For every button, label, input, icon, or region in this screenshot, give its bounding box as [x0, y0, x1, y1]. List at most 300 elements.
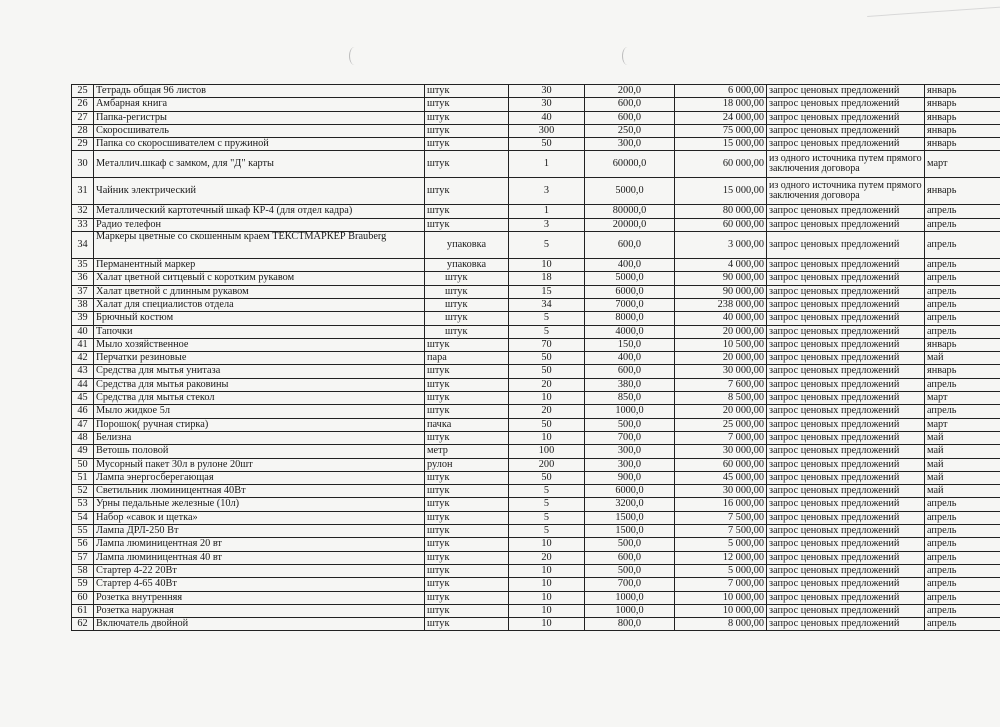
- unit-of-measure: штук: [425, 564, 509, 577]
- procurement-method: запрос ценовых предложений: [767, 564, 925, 577]
- quantity: 10: [509, 392, 585, 405]
- unit-price: 200,0: [585, 85, 675, 98]
- row-number: 47: [72, 418, 94, 431]
- quantity: 1: [509, 205, 585, 218]
- row-number: 42: [72, 352, 94, 365]
- item-name: Папка со скоросшивателем с пружиной: [94, 138, 425, 151]
- unit-of-measure: штук: [425, 378, 509, 391]
- paper-fold-mark: [866, 0, 1000, 17]
- item-name: Металлический картотечный шкаф КР-4 (для отдел кадра): [94, 205, 425, 218]
- item-name: Скоросшиватель: [94, 124, 425, 137]
- quantity: 10: [509, 591, 585, 604]
- quantity: 5: [509, 232, 585, 259]
- table-row: [72, 138, 1000, 151]
- unit-of-measure: штук: [425, 338, 509, 351]
- row-number: 44: [72, 378, 94, 391]
- item-name: Лампа люминицентная 40 вт: [94, 551, 425, 564]
- quantity: 34: [509, 298, 585, 311]
- total-amount: 80 000,00: [675, 205, 767, 218]
- planned-month: март: [925, 151, 1000, 178]
- unit-of-measure: штук: [425, 98, 509, 111]
- table-row: [72, 392, 1000, 405]
- unit-of-measure: штук: [425, 498, 509, 511]
- table-row: [72, 338, 1000, 351]
- unit-of-measure: штук: [425, 525, 509, 538]
- row-number: 37: [72, 285, 94, 298]
- procurement-method: запрос ценовых предложений: [767, 378, 925, 391]
- unit-of-measure: штук: [425, 325, 509, 338]
- total-amount: 15 000,00: [675, 138, 767, 151]
- unit-price: 7000,0: [585, 298, 675, 311]
- unit-price: 3200,0: [585, 498, 675, 511]
- unit-of-measure: штук: [425, 178, 509, 205]
- item-name: Лампа энергосберегающая: [94, 471, 425, 484]
- unit-price: 400,0: [585, 259, 675, 272]
- unit-price: 600,0: [585, 551, 675, 564]
- planned-month: апрель: [925, 538, 1000, 551]
- table-row: [72, 232, 1000, 259]
- table-row: [72, 124, 1000, 137]
- total-amount: 16 000,00: [675, 498, 767, 511]
- row-number: 29: [72, 138, 94, 151]
- procurement-method: запрос ценовых предложений: [767, 138, 925, 151]
- quantity: 40: [509, 111, 585, 124]
- procurement-method: запрос ценовых предложений: [767, 124, 925, 137]
- total-amount: 12 000,00: [675, 551, 767, 564]
- total-amount: 238 000,00: [675, 298, 767, 311]
- unit-price: 500,0: [585, 538, 675, 551]
- unit-of-measure: штук: [425, 591, 509, 604]
- total-amount: 20 000,00: [675, 352, 767, 365]
- procurement-method: запрос ценовых предложений: [767, 232, 925, 259]
- unit-price: 1500,0: [585, 525, 675, 538]
- unit-of-measure: упаковка: [425, 232, 509, 259]
- quantity: 10: [509, 564, 585, 577]
- quantity: 10: [509, 538, 585, 551]
- planned-month: январь: [925, 338, 1000, 351]
- unit-of-measure: штук: [425, 218, 509, 231]
- quantity: 10: [509, 604, 585, 617]
- item-name: Лампа люминицентная 20 вт: [94, 538, 425, 551]
- total-amount: 20 000,00: [675, 405, 767, 418]
- item-name: Включатель двойной: [94, 618, 425, 631]
- row-number: 60: [72, 591, 94, 604]
- row-number: 43: [72, 365, 94, 378]
- planned-month: апрель: [925, 578, 1000, 591]
- item-name: Порошок( ручная стирка): [94, 418, 425, 431]
- procurement-method: запрос ценовых предложений: [767, 205, 925, 218]
- unit-of-measure: штук: [425, 405, 509, 418]
- row-number: 50: [72, 458, 94, 471]
- total-amount: 3 000,00: [675, 232, 767, 259]
- quantity: 10: [509, 259, 585, 272]
- row-number: 58: [72, 564, 94, 577]
- table-row: [72, 111, 1000, 124]
- table-row: [72, 298, 1000, 311]
- total-amount: 10 000,00: [675, 591, 767, 604]
- planned-month: январь: [925, 365, 1000, 378]
- planned-month: апрель: [925, 564, 1000, 577]
- planned-month: апрель: [925, 591, 1000, 604]
- procurement-method: запрос ценовых предложений: [767, 392, 925, 405]
- table-row: [72, 458, 1000, 471]
- table-row: [72, 352, 1000, 365]
- procurement-method-text: из одного источника путем прямого заключения договора: [769, 179, 922, 202]
- unit-price: 850,0: [585, 392, 675, 405]
- item-name: Чайник электрический: [94, 178, 425, 205]
- item-name: Мусорный пакет 30л в рулоне 20шт: [94, 458, 425, 471]
- quantity: 5: [509, 511, 585, 524]
- unit-of-measure: штук: [425, 551, 509, 564]
- unit-price: 4000,0: [585, 325, 675, 338]
- planned-month: апрель: [925, 325, 1000, 338]
- punch-hole-mark: [622, 47, 633, 65]
- row-number: 30: [72, 151, 94, 178]
- planned-month: январь: [925, 124, 1000, 137]
- procurement-method: запрос ценовых предложений: [767, 405, 925, 418]
- quantity: 3: [509, 218, 585, 231]
- row-number: 56: [72, 538, 94, 551]
- quantity: 20: [509, 551, 585, 564]
- table-row: [72, 564, 1000, 577]
- procurement-table: [71, 84, 1000, 631]
- item-name: Розетка наружная: [94, 604, 425, 617]
- total-amount: 60 000,00: [675, 218, 767, 231]
- table-row: [72, 431, 1000, 444]
- procurement-method: запрос ценовых предложений: [767, 218, 925, 231]
- total-amount: 45 000,00: [675, 471, 767, 484]
- quantity: 100: [509, 445, 585, 458]
- item-name: Маркеры цветные со скошенным краем ТЕКСТМАРКЕР Brauberg: [94, 232, 425, 259]
- table-row: [72, 378, 1000, 391]
- item-name: Папка-регистры: [94, 111, 425, 124]
- procurement-method: запрос ценовых предложений: [767, 325, 925, 338]
- total-amount: 6 000,00: [675, 85, 767, 98]
- total-amount: 7 500,00: [675, 511, 767, 524]
- unit-of-measure: упаковка: [425, 259, 509, 272]
- unit-of-measure: штук: [425, 85, 509, 98]
- table-row: [72, 218, 1000, 231]
- total-amount: 90 000,00: [675, 272, 767, 285]
- quantity: 20: [509, 378, 585, 391]
- planned-month: апрель: [925, 298, 1000, 311]
- item-name: Перманентный маркер: [94, 259, 425, 272]
- row-number: 41: [72, 338, 94, 351]
- item-name: Мыло хозяйственное: [94, 338, 425, 351]
- total-amount: 30 000,00: [675, 485, 767, 498]
- table-row: [72, 525, 1000, 538]
- total-amount: 24 000,00: [675, 111, 767, 124]
- planned-month: март: [925, 392, 1000, 405]
- unit-price: 300,0: [585, 445, 675, 458]
- unit-of-measure: штук: [425, 538, 509, 551]
- total-amount: 4 000,00: [675, 259, 767, 272]
- row-number: 38: [72, 298, 94, 311]
- quantity: 5: [509, 485, 585, 498]
- procurement-method: запрос ценовых предложений: [767, 98, 925, 111]
- unit-price: 1000,0: [585, 405, 675, 418]
- unit-price: 600,0: [585, 365, 675, 378]
- planned-month: апрель: [925, 205, 1000, 218]
- unit-price: 500,0: [585, 418, 675, 431]
- unit-of-measure: штук: [425, 604, 509, 617]
- planned-month: апрель: [925, 285, 1000, 298]
- unit-price: 250,0: [585, 124, 675, 137]
- item-name: Набор «савок и щетка»: [94, 511, 425, 524]
- table-row: [72, 538, 1000, 551]
- procurement-method: запрос ценовых предложений: [767, 85, 925, 98]
- procurement-method: запрос ценовых предложений: [767, 312, 925, 325]
- table-row: [72, 591, 1000, 604]
- procurement-method: запрос ценовых предложений: [767, 365, 925, 378]
- table-row: [72, 365, 1000, 378]
- procurement-method: запрос ценовых предложений: [767, 458, 925, 471]
- quantity: 3: [509, 178, 585, 205]
- item-name: Халат цветной ситцевый с коротким рукавом: [94, 272, 425, 285]
- item-name: Мыло жидкое 5л: [94, 405, 425, 418]
- item-name: Тетрадь общая 96 листов: [94, 85, 425, 98]
- row-number: 62: [72, 618, 94, 631]
- total-amount: 10 000,00: [675, 604, 767, 617]
- quantity: 5: [509, 498, 585, 511]
- item-name: Розетка внутренняя: [94, 591, 425, 604]
- procurement-method: запрос ценовых предложений: [767, 471, 925, 484]
- planned-month: апрель: [925, 405, 1000, 418]
- unit-of-measure: штук: [425, 312, 509, 325]
- table-row: [72, 205, 1000, 218]
- total-amount: 7 000,00: [675, 578, 767, 591]
- procurement-method: запрос ценовых предложений: [767, 418, 925, 431]
- table-row: [72, 604, 1000, 617]
- procurement-method: запрос ценовых предложений: [767, 498, 925, 511]
- table-row: [72, 418, 1000, 431]
- planned-month: май: [925, 458, 1000, 471]
- table-row: [72, 551, 1000, 564]
- quantity: 300: [509, 124, 585, 137]
- unit-price: 700,0: [585, 431, 675, 444]
- unit-of-measure: штук: [425, 431, 509, 444]
- planned-month: апрель: [925, 312, 1000, 325]
- quantity: 15: [509, 285, 585, 298]
- quantity: 5: [509, 325, 585, 338]
- unit-price: 600,0: [585, 98, 675, 111]
- planned-month: апрель: [925, 618, 1000, 631]
- table-row: [72, 312, 1000, 325]
- unit-of-measure: метр: [425, 445, 509, 458]
- total-amount: 30 000,00: [675, 445, 767, 458]
- table-row: [72, 178, 1000, 205]
- table-row: [72, 405, 1000, 418]
- unit-price: 6000,0: [585, 485, 675, 498]
- item-name: Средства для мытья унитаза: [94, 365, 425, 378]
- item-name: Амбарная книга: [94, 98, 425, 111]
- unit-of-measure: штук: [425, 578, 509, 591]
- table-row: [72, 151, 1000, 178]
- quantity: 5: [509, 525, 585, 538]
- planned-month: январь: [925, 111, 1000, 124]
- unit-price: 1500,0: [585, 511, 675, 524]
- quantity: 50: [509, 138, 585, 151]
- planned-month: январь: [925, 85, 1000, 98]
- quantity: 70: [509, 338, 585, 351]
- unit-of-measure: штук: [425, 471, 509, 484]
- total-amount: 60 000,00: [675, 458, 767, 471]
- table-row: [72, 325, 1000, 338]
- unit-price: 1000,0: [585, 591, 675, 604]
- unit-price: 600,0: [585, 111, 675, 124]
- planned-month: апрель: [925, 551, 1000, 564]
- row-number: 49: [72, 445, 94, 458]
- planned-month: апрель: [925, 378, 1000, 391]
- total-amount: 15 000,00: [675, 178, 767, 205]
- quantity: 5: [509, 312, 585, 325]
- table-row: [72, 498, 1000, 511]
- procurement-method: запрос ценовых предложений: [767, 618, 925, 631]
- planned-month: апрель: [925, 218, 1000, 231]
- row-number: 33: [72, 218, 94, 231]
- unit-price: 5000,0: [585, 272, 675, 285]
- unit-of-measure: штук: [425, 138, 509, 151]
- row-number: 57: [72, 551, 94, 564]
- quantity: 10: [509, 578, 585, 591]
- item-name: Халат цветной с длинным рукавом: [94, 285, 425, 298]
- item-name: Перчатки резиновые: [94, 352, 425, 365]
- unit-of-measure: рулон: [425, 458, 509, 471]
- table-row: [72, 272, 1000, 285]
- unit-of-measure: штук: [425, 285, 509, 298]
- procurement-method: [767, 151, 925, 178]
- row-number: 54: [72, 511, 94, 524]
- total-amount: 7 600,00: [675, 378, 767, 391]
- punch-hole-mark: [349, 47, 360, 65]
- unit-price: 800,0: [585, 618, 675, 631]
- procurement-method-text: из одного источника путем прямого заключения договора: [769, 152, 922, 175]
- unit-price: 8000,0: [585, 312, 675, 325]
- planned-month: январь: [925, 138, 1000, 151]
- item-name: Тапочки: [94, 325, 425, 338]
- row-number: 53: [72, 498, 94, 511]
- table-row: [72, 471, 1000, 484]
- item-name: Светильник люминицентная 40Вт: [94, 485, 425, 498]
- row-number: 59: [72, 578, 94, 591]
- procurement-method: запрос ценовых предложений: [767, 272, 925, 285]
- unit-of-measure: штук: [425, 618, 509, 631]
- unit-price: 400,0: [585, 352, 675, 365]
- row-number: 39: [72, 312, 94, 325]
- table-row: [72, 85, 1000, 98]
- unit-of-measure: штук: [425, 151, 509, 178]
- unit-price: 500,0: [585, 564, 675, 577]
- unit-price: 5000,0: [585, 178, 675, 205]
- row-number: 31: [72, 178, 94, 205]
- item-name: Халат для специалистов отдела: [94, 298, 425, 311]
- unit-of-measure: штук: [425, 298, 509, 311]
- total-amount: 18 000,00: [675, 98, 767, 111]
- unit-price: 150,0: [585, 338, 675, 351]
- planned-month: март: [925, 418, 1000, 431]
- total-amount: 5 000,00: [675, 538, 767, 551]
- unit-of-measure: штук: [425, 272, 509, 285]
- quantity: 50: [509, 418, 585, 431]
- table-row: [72, 578, 1000, 591]
- procurement-method: запрос ценовых предложений: [767, 578, 925, 591]
- unit-price: 700,0: [585, 578, 675, 591]
- total-amount: 5 000,00: [675, 564, 767, 577]
- quantity: 200: [509, 458, 585, 471]
- table-row: [72, 98, 1000, 111]
- item-name: Брючный костюм: [94, 312, 425, 325]
- item-name: Белизна: [94, 431, 425, 444]
- procurement-method: запрос ценовых предложений: [767, 431, 925, 444]
- procurement-method: запрос ценовых предложений: [767, 352, 925, 365]
- row-number: 25: [72, 85, 94, 98]
- planned-month: апрель: [925, 259, 1000, 272]
- procurement-method: запрос ценовых предложений: [767, 111, 925, 124]
- unit-of-measure: штук: [425, 392, 509, 405]
- quantity: 20: [509, 405, 585, 418]
- total-amount: 60 000,00: [675, 151, 767, 178]
- procurement-method: запрос ценовых предложений: [767, 485, 925, 498]
- item-name: Средства для мытья раковины: [94, 378, 425, 391]
- row-number: 27: [72, 111, 94, 124]
- planned-month: апрель: [925, 511, 1000, 524]
- procurement-method: запрос ценовых предложений: [767, 511, 925, 524]
- row-number: 28: [72, 124, 94, 137]
- table-body: [72, 85, 1000, 631]
- quantity: 30: [509, 98, 585, 111]
- planned-month: январь: [925, 178, 1000, 205]
- planned-month: январь: [925, 98, 1000, 111]
- total-amount: 20 000,00: [675, 325, 767, 338]
- unit-price: 1000,0: [585, 604, 675, 617]
- unit-price: 20000,0: [585, 218, 675, 231]
- quantity: 10: [509, 431, 585, 444]
- unit-of-measure: штук: [425, 485, 509, 498]
- table-row: [72, 285, 1000, 298]
- procurement-method: запрос ценовых предложений: [767, 259, 925, 272]
- unit-price: 60000,0: [585, 151, 675, 178]
- unit-price: 80000,0: [585, 205, 675, 218]
- quantity: 18: [509, 272, 585, 285]
- row-number: 45: [72, 392, 94, 405]
- quantity: 10: [509, 618, 585, 631]
- item-name: Радио телефон: [94, 218, 425, 231]
- procurement-method: запрос ценовых предложений: [767, 525, 925, 538]
- quantity: 50: [509, 352, 585, 365]
- unit-price: 600,0: [585, 232, 675, 259]
- row-number: 46: [72, 405, 94, 418]
- unit-of-measure: штук: [425, 511, 509, 524]
- quantity: 50: [509, 365, 585, 378]
- procurement-method: [767, 178, 925, 205]
- unit-price: 900,0: [585, 471, 675, 484]
- planned-month: май: [925, 485, 1000, 498]
- planned-month: май: [925, 431, 1000, 444]
- planned-month: май: [925, 445, 1000, 458]
- procurement-method: запрос ценовых предложений: [767, 538, 925, 551]
- unit-price: 300,0: [585, 138, 675, 151]
- total-amount: 25 000,00: [675, 418, 767, 431]
- item-name: Средства для мытья стекол: [94, 392, 425, 405]
- total-amount: 7 500,00: [675, 525, 767, 538]
- row-number: 26: [72, 98, 94, 111]
- quantity: 30: [509, 85, 585, 98]
- procurement-method: запрос ценовых предложений: [767, 604, 925, 617]
- item-name: Лампа ДРЛ-250 Вт: [94, 525, 425, 538]
- row-number: 36: [72, 272, 94, 285]
- unit-of-measure: штук: [425, 365, 509, 378]
- total-amount: 8 500,00: [675, 392, 767, 405]
